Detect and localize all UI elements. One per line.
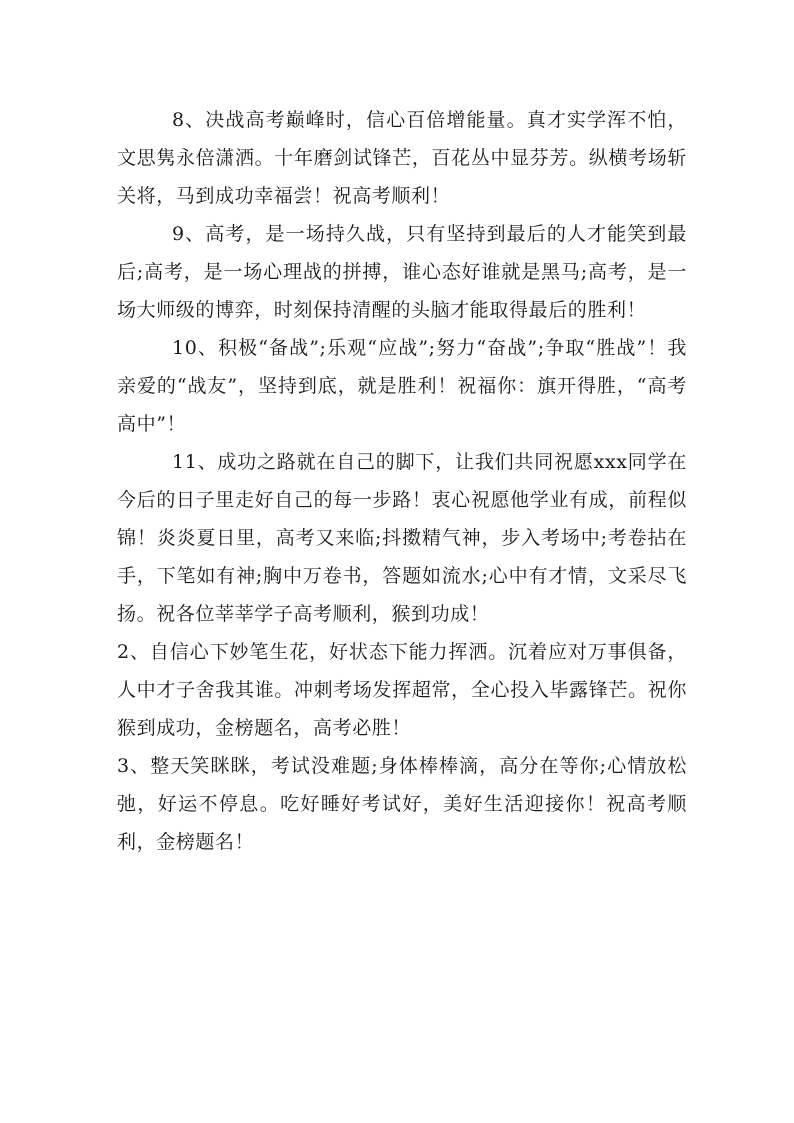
paragraph-3: 3、整天笑眯眯，考试没难题;身体棒棒滴，高分在等你;心情放松弛，好运不停息。吃好睡好考试好，美好生活迎接你！祝高考顺利，金榜题名！ xyxy=(117,755,687,853)
paragraph-2: 2、自信心下妙笔生花，好状态下能力挥洒。沉着应对万事俱备，人中才子舍我其谁。冲刺考场发挥超常，全心投入毕露锋芒。祝你猴到成功，金榜题名，高考必胜！ xyxy=(117,641,687,739)
paragraph-8: 8、决战高考巅峰时，信心百倍增能量。真才实学浑不怕，文思隽永倍潇洒。十年磨剑试锋芒，百花丛中显芬芳。纵横考场斩关将，马到成功幸福尝！祝高考顺利！ xyxy=(117,109,687,207)
document-body xyxy=(117,101,687,861)
paragraph-9: 9、高考，是一场持久战，只有坚持到最后的人才能笑到最后;高考，是一场心理战的拼搏，谁心态好谁就是黑马;高考，是一场大师级的博弈，时刻保持清醒的头脑才能取得最后的胜利！ xyxy=(117,223,687,321)
paragraph-10: 10、积极“备战”;乐观“应战”;努力“奋战”;争取“胜战”！我亲爱的“战友”，坚持到底，就是胜利！祝福你：旗开得胜，“高考高中”！ xyxy=(117,337,687,435)
paragraph-11: 11、成功之路就在自己的脚下，让我们共同祝愿xxx同学在今后的日子里走好自己的每一步路！衷心祝愿他学业有成，前程似锦！炎炎夏日里，高考又来临;抖擞精气神，步入考场中;考卷拈在手，下笔如有神;胸中万卷书，答题如流水;心中有才情，文采尽飞扬。祝各位莘莘学子高考顺利，猴到功成！ xyxy=(117,451,687,625)
